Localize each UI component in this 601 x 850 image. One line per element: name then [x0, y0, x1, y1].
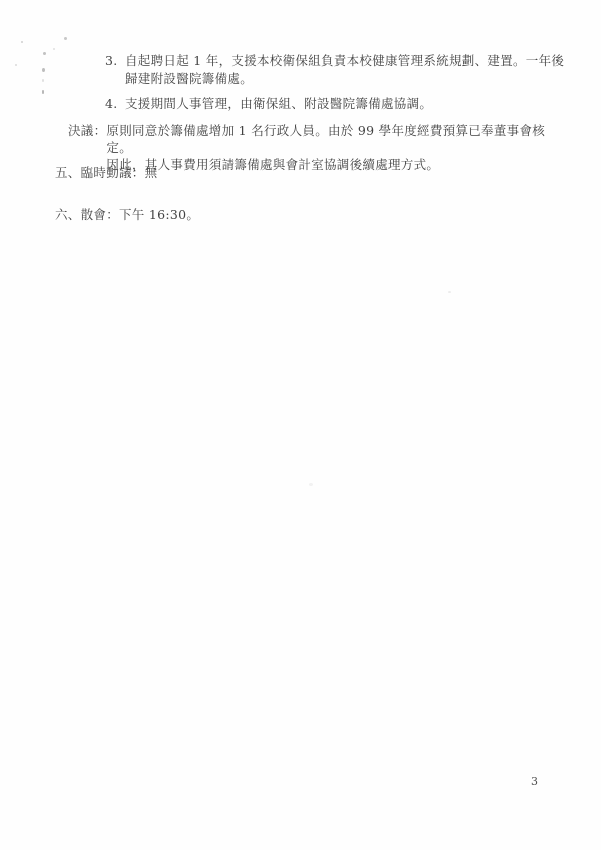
scan-speck — [15, 64, 17, 66]
item-4-line-1: 支援期間人事管理，由衛保組、附設醫院籌備處協調。 — [125, 96, 433, 111]
item-3-text — [125, 52, 575, 88]
scan-speck — [43, 52, 46, 55]
section-6-line: 六、散會：下午 16:30。 — [55, 207, 200, 222]
item-3-line-1: 自起聘日起 1 年，支援本校衛保組負責本校健康管理系統規劃、建置。一年後 — [125, 53, 565, 68]
resolution-text — [106, 122, 568, 173]
scan-speck — [53, 48, 55, 50]
scan-speck — [42, 90, 44, 94]
scan-speck — [21, 41, 23, 43]
section-5-line: 五、臨時動議：無 — [55, 165, 158, 180]
resolution-line-1: 原則同意於籌備處增加 1 名行政人員。由於 99 學年度經費預算已奉董事會核定。 — [106, 123, 546, 155]
agenda-item-3 — [105, 52, 575, 88]
resolution-line-2: 因此，其人事費用須請籌備處與會計室協調後續處理方式。 — [106, 157, 440, 172]
item-4-number: 4. — [105, 96, 118, 111]
item-3-line-2: 歸建附設醫院籌備處。 — [125, 71, 254, 86]
item-4-text — [125, 95, 575, 113]
agenda-item-4 — [105, 95, 575, 113]
scan-speck — [42, 68, 45, 72]
scan-speck — [64, 37, 67, 40]
scan-speck — [42, 79, 44, 82]
scan-speck — [448, 291, 451, 293]
resolution-label: 決議： — [68, 123, 107, 138]
scan-speck — [309, 483, 313, 486]
page-number: 3 — [531, 775, 538, 788]
item-3-number: 3. — [105, 53, 118, 68]
